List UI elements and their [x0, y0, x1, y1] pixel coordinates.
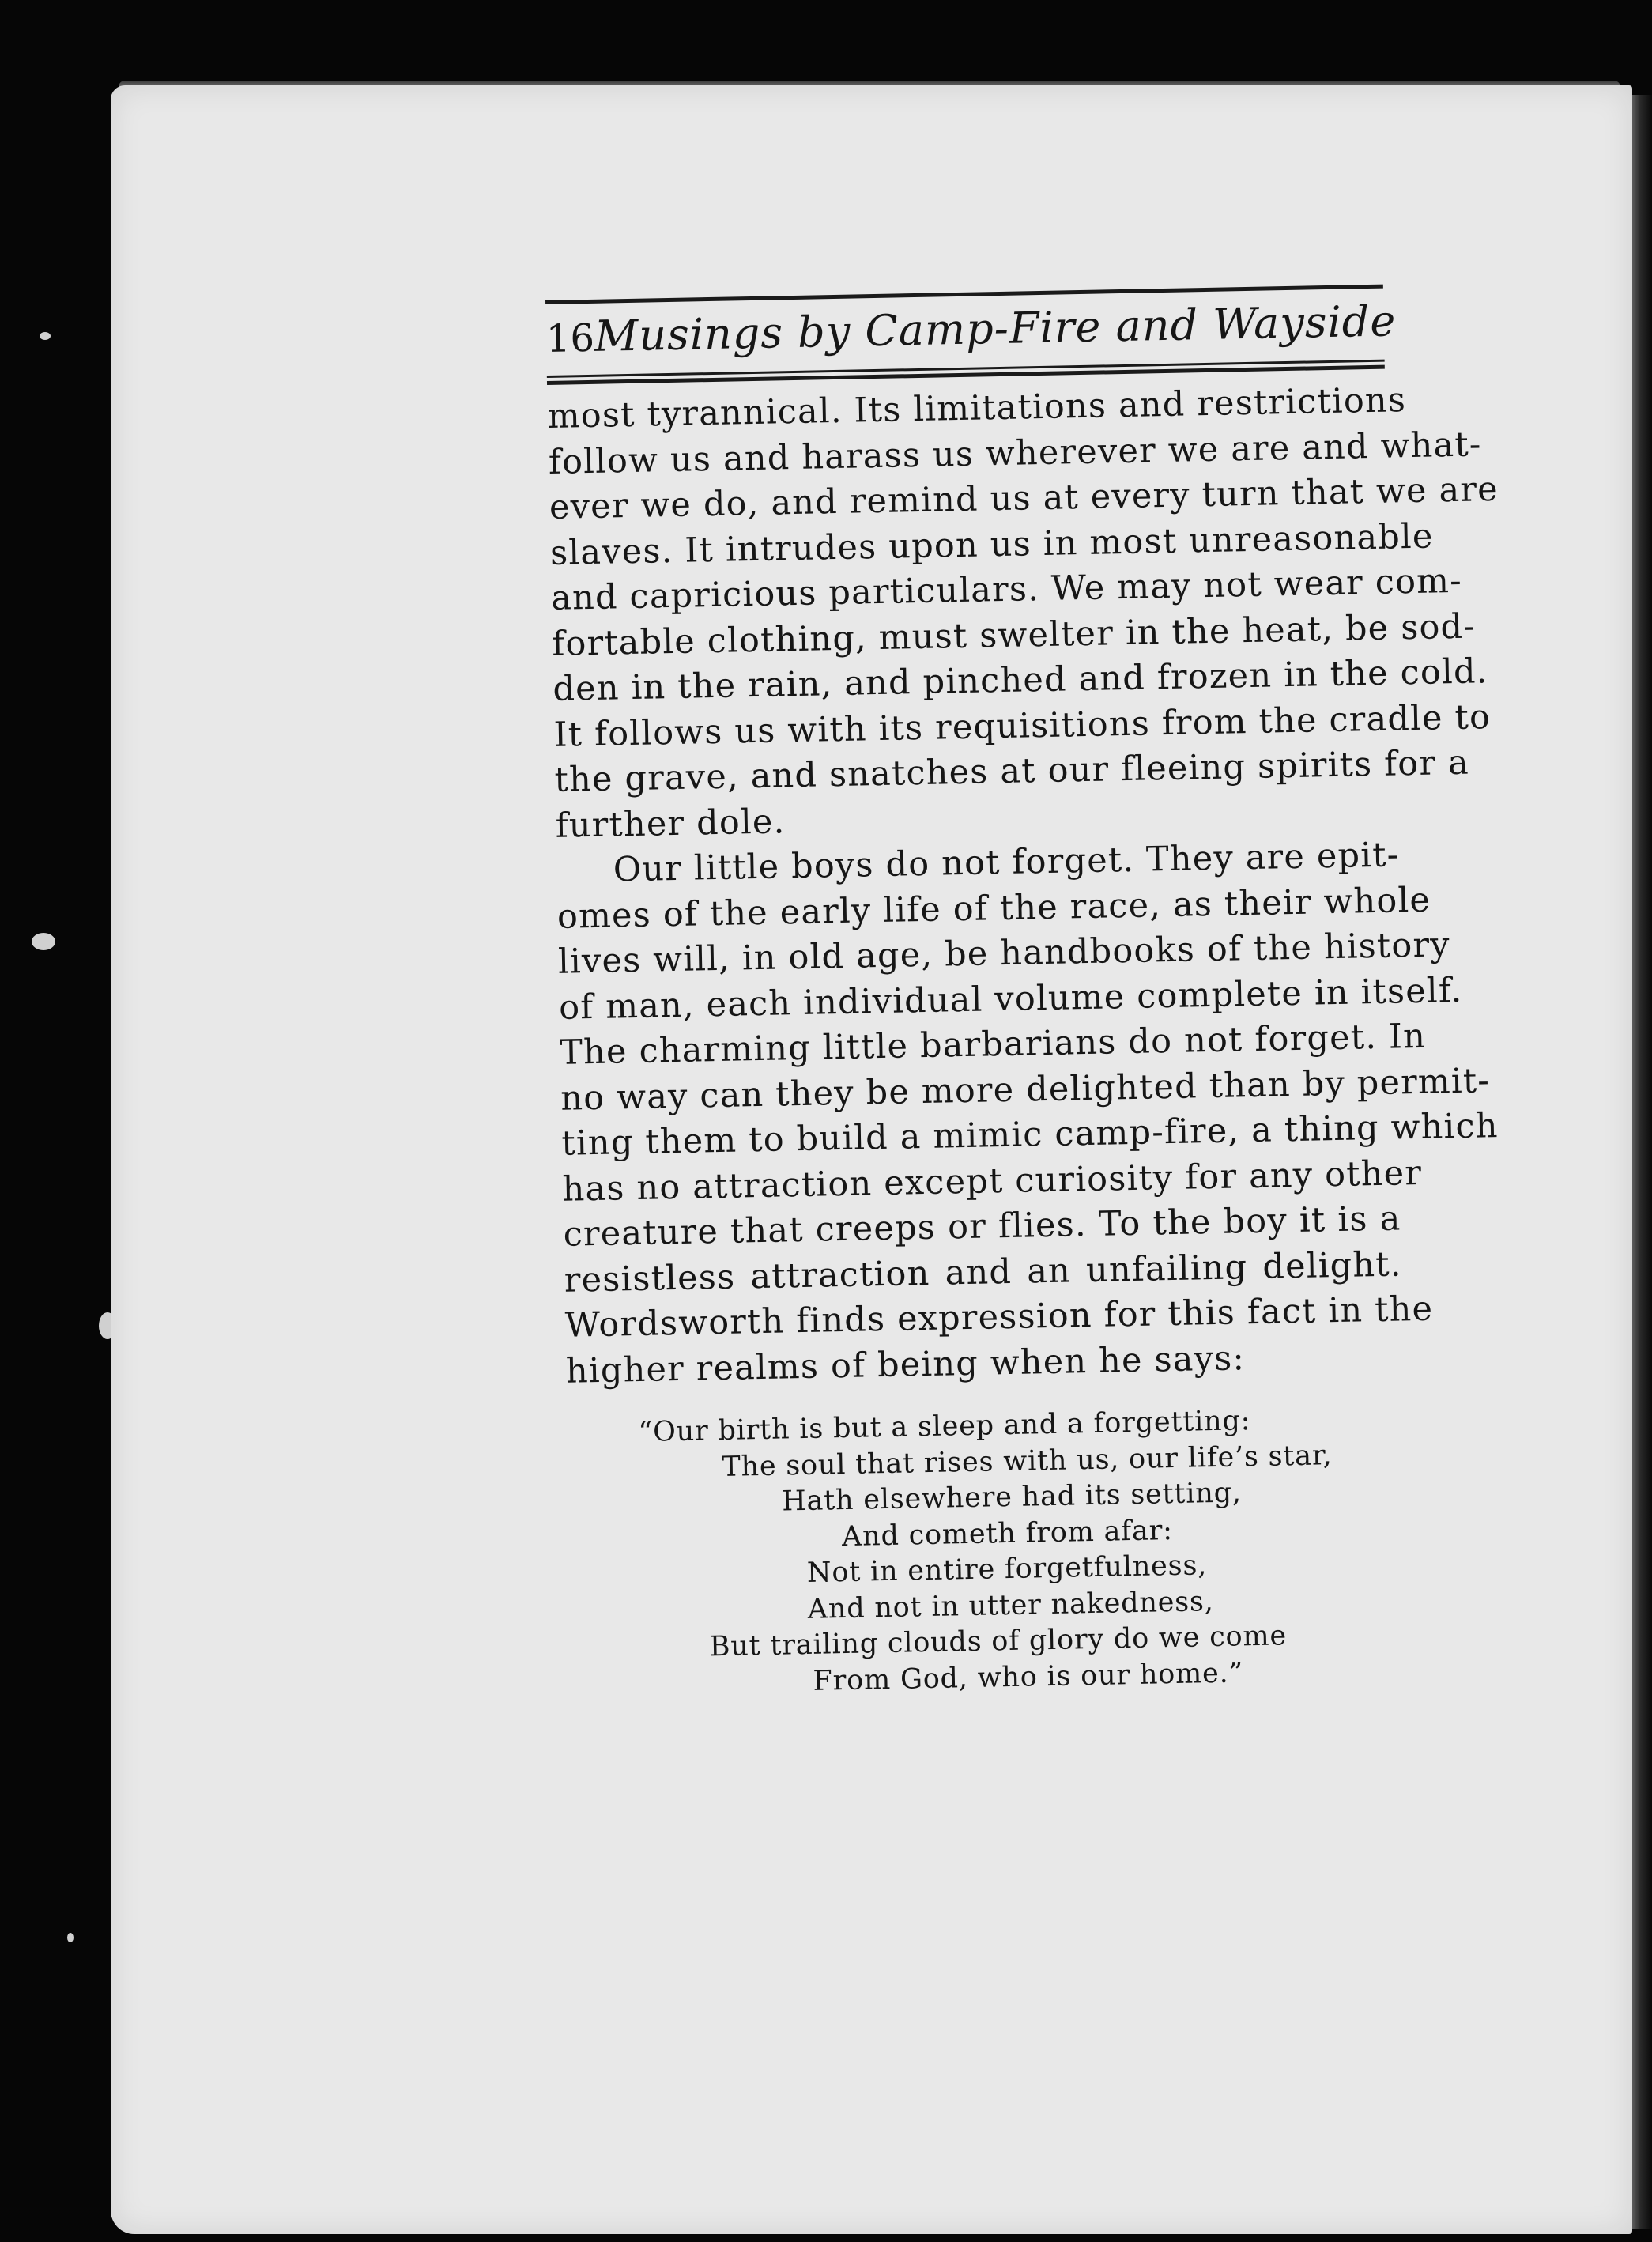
- page-number: 16: [545, 315, 595, 361]
- text-line: slaves. It intrudes upon us in most unreasonable: [549, 515, 1434, 573]
- running-title: Musings by Camp-Fire and Wayside: [594, 296, 1397, 361]
- text-line: creature that creeps or flies. To the boy it is a: [563, 1198, 1401, 1255]
- text-line: of man, each individual volume complete in itself.: [558, 970, 1463, 1028]
- poem-line: Not in entire forgetfulness,: [806, 1549, 1208, 1589]
- poem-line: “Our birth is but a sleep and a forgetting:: [638, 1405, 1251, 1449]
- poem-line: And not in utter nakedness,: [807, 1585, 1215, 1625]
- text-line: fortable clothing, must swelter in the heat, be sod-: [551, 606, 1477, 664]
- text-line: further dole.: [555, 801, 786, 846]
- paragraph-1: [547, 379, 1499, 849]
- page-header: [545, 296, 1397, 368]
- paragraph-2: [556, 833, 1499, 1395]
- poem-line: And cometh from afar:: [841, 1514, 1174, 1553]
- text-line: follow us and harass us wherever we are and what-: [548, 424, 1482, 482]
- poem-line: Hath elsewhere had its setting,: [781, 1477, 1243, 1518]
- poem-line: From God, who is our home.”: [813, 1656, 1244, 1697]
- text-line: has no attraction except curiosity for any other: [562, 1153, 1423, 1210]
- text-line: The charming little barbarians do not forget. In: [559, 1016, 1427, 1073]
- poem-line: But trailing clouds of glory do we come: [709, 1620, 1288, 1663]
- text-line: den in the rain, and pinched and frozen in the cold.: [552, 651, 1489, 709]
- text-line: no way can they be more delighted than by permit-: [560, 1060, 1491, 1119]
- text-line: ever we do, and remind us at every turn that we are: [549, 469, 1499, 527]
- text-line: the grave, and snatches at our fleeing spirits for a: [554, 742, 1470, 800]
- text-line: lives will, in old age, be handbooks of the history: [557, 925, 1451, 982]
- scan-speck: [40, 332, 51, 340]
- text-line: resistless attraction and an unfailing delight.: [564, 1244, 1403, 1300]
- text-line: It follows us with its requisitions from the cradle to: [553, 696, 1492, 755]
- text-line: ting them to build a mimic camp-fire, a thing which: [561, 1106, 1499, 1164]
- page-content: [545, 285, 1499, 1704]
- text-line: omes of the early life of the race, as their whole: [556, 880, 1431, 937]
- scan-speck: [67, 1933, 74, 1942]
- text-line: and capricious particulars. We may not wear com-: [550, 560, 1463, 618]
- text-line: higher realms of being when he says:: [565, 1338, 1246, 1391]
- poem-quote: [567, 1400, 1410, 1704]
- text-line: most tyrannical. Its limitations and restrictions: [547, 380, 1407, 436]
- scan-speck: [32, 933, 55, 950]
- poem-line: The soul that rises with us, our life’s star,: [721, 1439, 1333, 1483]
- text-line: Wordsworth finds expression for this fact in the: [564, 1289, 1434, 1346]
- text-line: Our little boys do not forget. They are epit-: [613, 835, 1400, 890]
